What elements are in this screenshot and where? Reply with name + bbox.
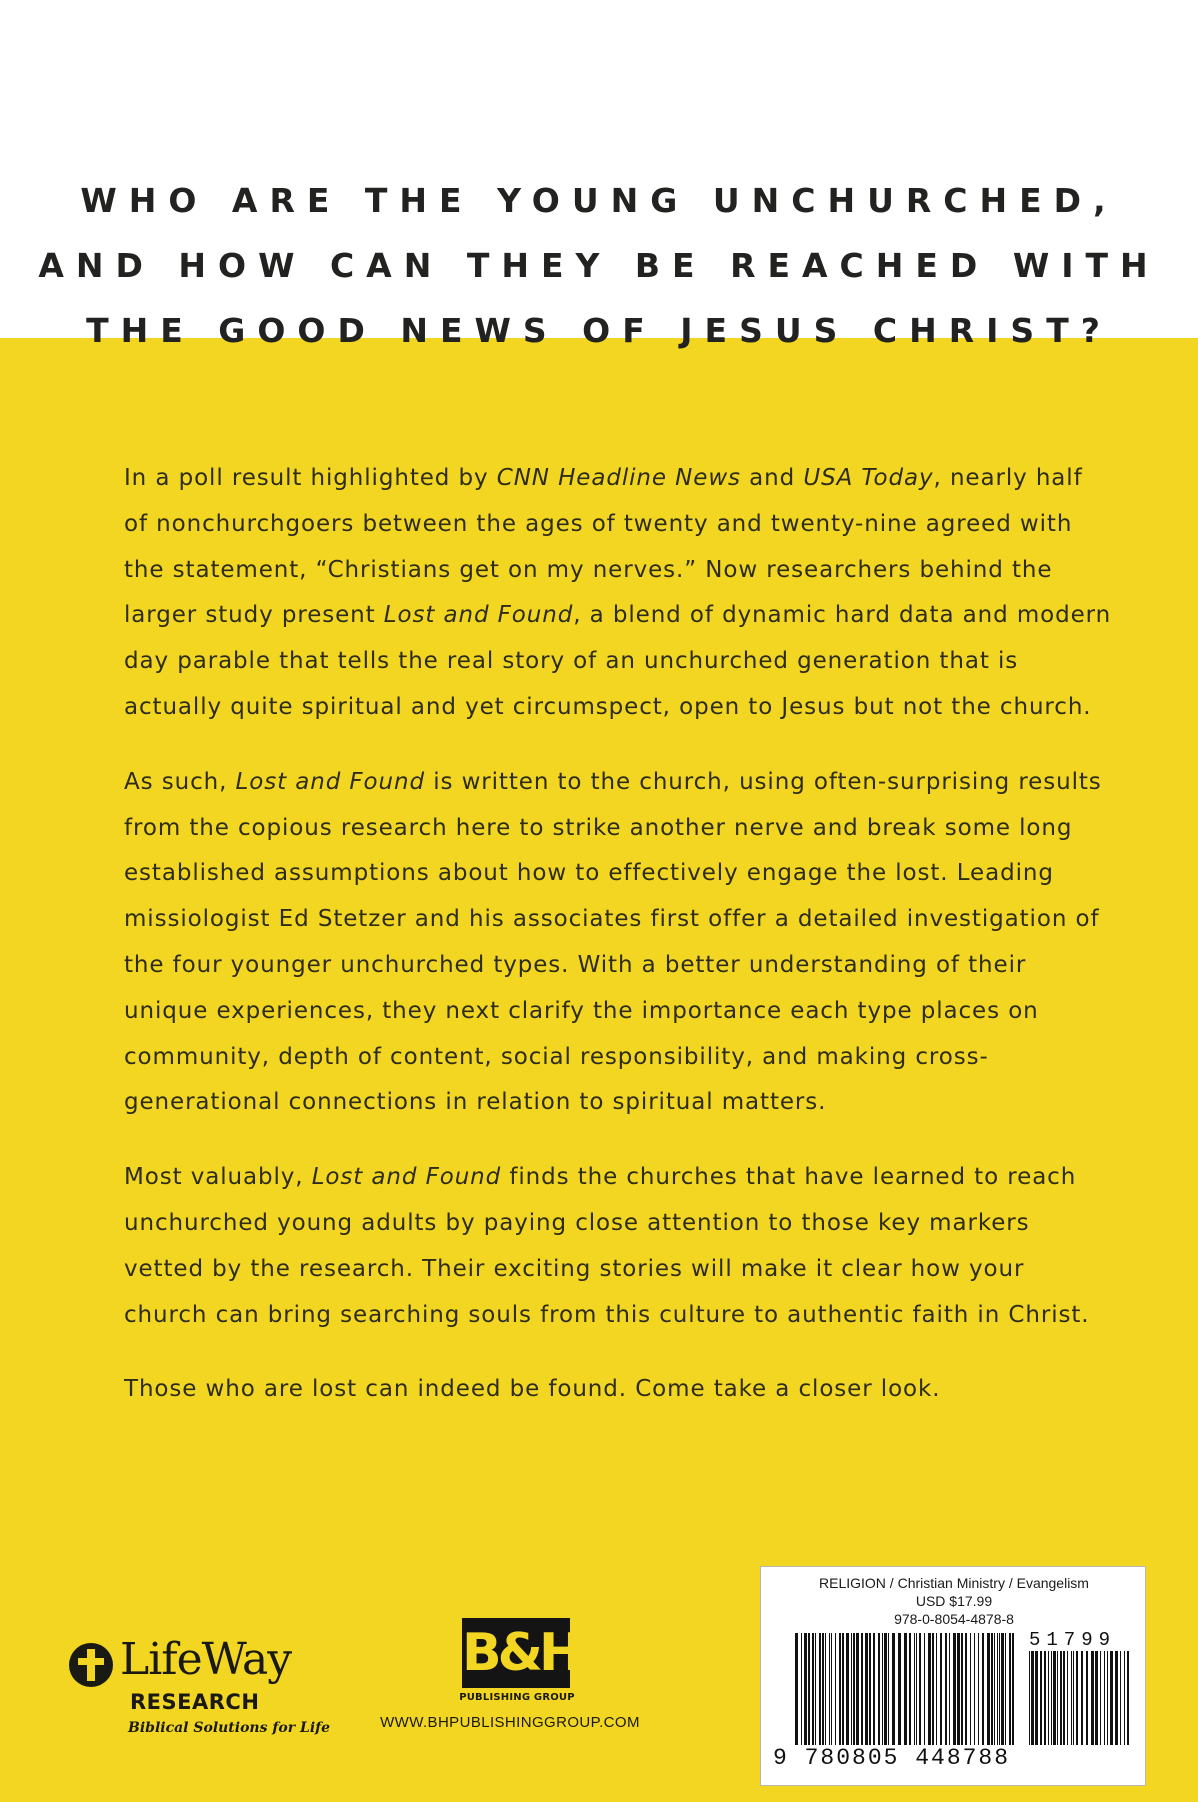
- barcode-bar: [904, 1633, 907, 1745]
- p2-text-2: is written to the church, using often-surprising results from the copious research here to strike another nerve and break some long established assumptions about how to effectively engage the lost. Leading missiologist Ed Stetzer and his associates first offer a detailed investigation of the four younger unchurched types. With a better understanding of their unique experiences, they next clarify the importance each type places on community, depth of content, social responsibility, and making cross-generational connections in relation to spiritual matters.: [124, 768, 1102, 1116]
- barcode-bar: [1040, 1651, 1042, 1745]
- barcode-bar: [1031, 1651, 1034, 1745]
- lifeway-research-logo: [66, 1634, 331, 1760]
- bh-subtitle: PUBLISHING GROUP: [459, 1692, 575, 1703]
- p2-text-1: As such,: [124, 768, 236, 795]
- lifeway-tagline: Biblical Solutions for Life: [128, 1720, 331, 1736]
- barcode-bar: [884, 1633, 887, 1745]
- barcode-bar: [987, 1633, 990, 1745]
- barcode-bar: [1071, 1651, 1072, 1745]
- barcode-bar: [869, 1633, 871, 1745]
- barcode-bar: [982, 1633, 984, 1745]
- barcode-bar: [916, 1633, 917, 1745]
- barcode-bar: [953, 1633, 956, 1745]
- barcode-bar: [1120, 1651, 1121, 1745]
- barcode-bar: [991, 1633, 993, 1745]
- barcode-addon-digits: 51799: [1029, 1629, 1117, 1651]
- p2-italic-title: Lost and Found: [235, 768, 425, 795]
- publisher-url: WWW.BHPUBLISHINGGROUP.COM: [380, 1714, 640, 1731]
- barcode-bar: [1124, 1651, 1125, 1745]
- barcode-bar: [1073, 1651, 1074, 1745]
- barcode-bar: [924, 1633, 925, 1745]
- barcode-bar: [846, 1633, 849, 1745]
- barcode-bar: [825, 1633, 826, 1745]
- paragraph-3: [124, 1155, 1114, 1338]
- barcode-bar: [898, 1633, 901, 1745]
- bh-logo-mark: B&H: [462, 1618, 570, 1688]
- barcode-bar: [829, 1633, 830, 1745]
- barcode-bar: [1067, 1651, 1068, 1745]
- p1-italic-cnn: CNN Headline News: [496, 465, 741, 491]
- barcode-bar: [909, 1633, 911, 1745]
- barcode-bar: [882, 1633, 883, 1745]
- headline-line-3: THE GOOD NEWS OF JESUS CHRIST?: [86, 311, 1112, 350]
- barcode-bar: [873, 1633, 875, 1745]
- barcode-bar: [1009, 1633, 1011, 1745]
- barcode-bar: [1060, 1651, 1062, 1745]
- barcode-bar: [1063, 1651, 1065, 1745]
- barcode-bar: [994, 1633, 995, 1745]
- barcode-bar: [1100, 1651, 1101, 1745]
- barcode-bar: [914, 1633, 915, 1745]
- barcode-bar: [965, 1633, 967, 1745]
- barcode-bar: [853, 1633, 855, 1745]
- barcode-bar: [1107, 1651, 1108, 1745]
- p1-text-4: , a blend of dynamic hard data and modern day parable that tells the real story of an unchurched generation that is actually quite spiritual and yet circumspect, open to Jesus but not the church.: [124, 602, 1112, 720]
- barcode-bar: [865, 1633, 868, 1745]
- headline: [0, 168, 1198, 363]
- barcode-bar: [1110, 1651, 1113, 1745]
- paragraph-2: [124, 760, 1114, 1126]
- barcode-price: USD $17.99: [915, 1593, 993, 1609]
- barcode-bar: [822, 1633, 824, 1745]
- barcode-bar: [888, 1633, 889, 1745]
- lifeway-name: LifeWay: [120, 1634, 292, 1685]
- barcode-bar: [892, 1633, 895, 1745]
- barcode-bar: [978, 1633, 979, 1745]
- barcode-bar: [1029, 1651, 1030, 1745]
- p1-text-2: and: [740, 465, 804, 491]
- barcode-isbn: 978-0-8054-4878-8: [894, 1611, 1014, 1627]
- barcode-bar: [1081, 1651, 1083, 1745]
- p1-italic-usa-today: USA Today: [803, 465, 934, 491]
- barcode-bar: [1051, 1651, 1052, 1745]
- barcode-bar: [919, 1633, 921, 1745]
- barcode-bar: [997, 1633, 998, 1745]
- p1-text-3: , nearly half of nonchurchgoers between the ages of twenty and twenty-nine agreed with the statement, “Christians get on my nerves.” Now researchers behind the larger study present: [124, 465, 1083, 629]
- barcode-addon-bars: [1029, 1651, 1133, 1745]
- barcode-bar: [1104, 1651, 1105, 1745]
- p1-text-1: In a poll result highlighted by: [124, 465, 497, 491]
- barcode-bar: [878, 1633, 880, 1745]
- barcode-bar: [819, 1633, 821, 1745]
- barcode-bar: [1012, 1633, 1014, 1745]
- barcode-bar: [1048, 1651, 1049, 1745]
- barcode-bar: [1057, 1651, 1058, 1745]
- barcode-bar: [945, 1633, 947, 1745]
- barcode-bar: [861, 1633, 863, 1745]
- barcode-bar: [940, 1633, 942, 1745]
- barcode-bar: [842, 1633, 844, 1745]
- barcode-bar: [1053, 1651, 1056, 1745]
- barcode-bar: [928, 1633, 931, 1745]
- barcode-bar: [851, 1633, 852, 1745]
- barcode-panel: [760, 1566, 1146, 1786]
- description: [124, 456, 1114, 1442]
- barcode-bar: [1005, 1633, 1006, 1745]
- barcode-bar: [1076, 1651, 1078, 1745]
- cross-circle-icon: [66, 1640, 116, 1690]
- p3-text-2: finds the churches that have learned to reach unchurched young adults by paying close attention to those key markers vetted by the research. Their exciting stories will make it clear how your church can bring searching souls from this culture to authentic faith in Christ.: [124, 1164, 1090, 1328]
- paragraph-4: Those who are lost can indeed be found. Come take a closer look.: [124, 1376, 941, 1403]
- barcode-bar: [1115, 1651, 1118, 1745]
- barcode-bar: [936, 1633, 937, 1745]
- barcode-bar: [831, 1633, 832, 1745]
- barcode-bar: [1127, 1651, 1129, 1745]
- barcode-bar: [961, 1633, 963, 1745]
- p3-italic-title: Lost and Found: [311, 1164, 502, 1191]
- p3-text-1: Most valuably,: [124, 1164, 312, 1191]
- barcode-bar: [795, 1633, 798, 1745]
- publisher-logo: [370, 1618, 650, 1738]
- barcode-bar: [839, 1633, 841, 1745]
- barcode-bar: [815, 1633, 816, 1745]
- barcode-bar: [949, 1633, 950, 1745]
- barcode-bar: [1091, 1651, 1094, 1745]
- p1-italic-title: Lost and Found: [383, 602, 574, 629]
- barcode-bar: [1095, 1651, 1098, 1745]
- barcode-category: RELIGION / Christian Ministry / Evangelism: [819, 1575, 1089, 1591]
- barcode-bar: [970, 1633, 971, 1745]
- barcode-bar: [1086, 1651, 1088, 1745]
- barcode-bar: [932, 1633, 934, 1745]
- barcode-bar: [957, 1633, 960, 1745]
- barcode-bar: [974, 1633, 975, 1745]
- barcode-bar: [999, 1633, 1000, 1745]
- barcode-bar: [812, 1633, 814, 1745]
- barcode-bar: [808, 1633, 810, 1745]
- barcode-bar: [804, 1633, 807, 1745]
- lifeway-research-label: RESEARCH: [130, 1690, 260, 1714]
- barcode-bar: [801, 1633, 802, 1745]
- barcode-bar: [1001, 1633, 1004, 1745]
- barcode-bar: [1044, 1651, 1046, 1745]
- barcode-digits: 9 780805 448788: [773, 1745, 1011, 1771]
- headline-line-1: WHO ARE THE YOUNG UNCHURCHED,: [80, 181, 1118, 220]
- paragraph-1: [124, 456, 1114, 731]
- barcode-bar: [1035, 1651, 1038, 1745]
- headline-line-2: AND HOW CAN THEY BE REACHED WITH: [38, 246, 1160, 285]
- barcode-bars: [795, 1633, 1017, 1745]
- barcode-bar: [856, 1633, 859, 1745]
- barcode-bar: [835, 1633, 836, 1745]
